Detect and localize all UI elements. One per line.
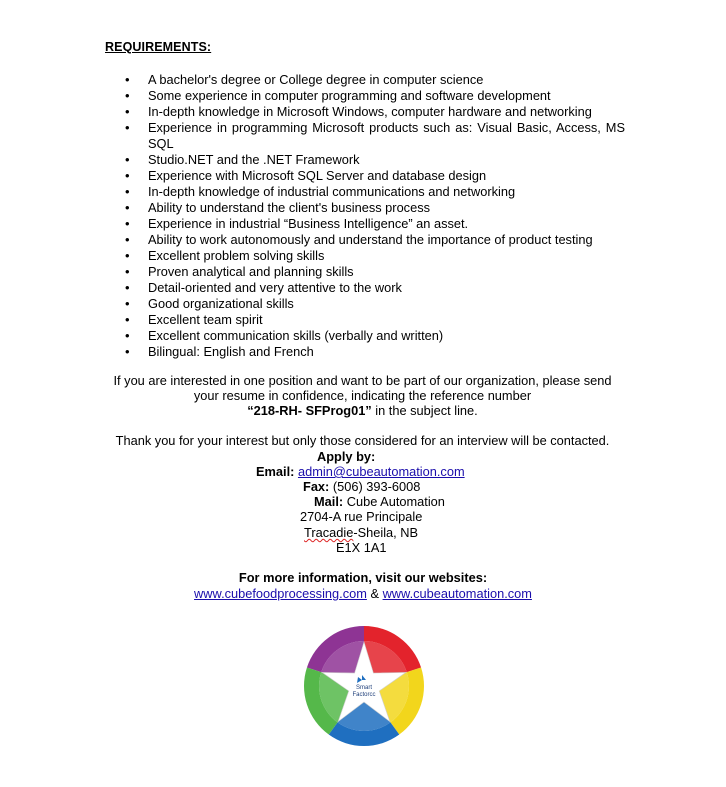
websites-row <box>0 586 726 602</box>
mail-name: Cube Automation <box>346 494 445 509</box>
list-item: • In-depth knowledge of industrial communications and networking <box>105 184 625 200</box>
city-rest: -Sheila, NB <box>353 525 419 540</box>
city-misspelled: Tracadie <box>304 525 354 540</box>
fax-label: Fax: <box>303 479 330 494</box>
list-item: • Ability to understand the client's business process <box>105 200 625 216</box>
email-row <box>256 464 465 480</box>
more-info-title: For more information, visit our websites: <box>238 570 488 585</box>
interest-text: If you are interested in one position and want to be part of our organization, please send your resume in confidence, indicating the reference number <box>113 373 612 404</box>
thanks-paragraph: Thank you for your interest but only those considered for an interview will be contacted. <box>115 433 610 448</box>
email-link[interactable]: admin@cubeautomation.com <box>297 464 465 479</box>
list-item: • Excellent problem solving skills <box>105 248 625 264</box>
list-item: • Experience in programming Microsoft products such as: Visual Basic, Access, MS SQL <box>105 120 625 152</box>
food-processing-link[interactable]: www.cubefoodprocessing.com <box>194 586 367 601</box>
list-item: • Excellent communication skills (verbally and written) <box>105 328 625 344</box>
email-label: Email: <box>256 464 295 479</box>
more-info <box>0 570 726 602</box>
address-line-1: 2704-A rue Principale <box>300 509 423 524</box>
list-item: • Experience with Microsoft SQL Server and database design <box>105 168 625 184</box>
address-city <box>304 525 418 541</box>
automation-link[interactable]: www.cubeautomation.com <box>382 586 532 601</box>
list-item: • Experience in industrial “Business Intelligence” an asset. <box>105 216 625 232</box>
logo-word-1: Smart <box>355 685 373 691</box>
list-item: • Excellent team spirit <box>105 312 625 328</box>
list-item: • Ability to work autonomously and understand the importance of product testing <box>105 232 625 248</box>
mail-row <box>314 494 445 510</box>
apply-title: Apply by: <box>317 449 376 464</box>
reference-number: “218-RH- SFProg01” <box>247 403 372 419</box>
list-item: • Detail-oriented and very attentive to the work <box>105 280 625 296</box>
list-item: • Good organizational skills <box>105 296 625 312</box>
interest-suffix: in the subject line. <box>371 403 478 419</box>
mail-label: Mail: <box>314 494 344 509</box>
fax-row <box>303 479 420 495</box>
smart-factory-logo <box>300 622 428 750</box>
link-separator: & <box>366 586 383 601</box>
requirements-heading: REQUIREMENTS: <box>105 40 212 54</box>
postal-code: E1X 1A1 <box>336 540 387 555</box>
list-item: • Studio.NET and the .NET Framework <box>105 152 625 168</box>
fax-number: (506) 393-6008 <box>332 479 421 494</box>
requirements-list <box>105 72 625 360</box>
list-item: • Bilingual: English and French <box>105 344 625 360</box>
list-item: • A bachelor's degree or College degree in computer science <box>105 72 625 88</box>
interest-paragraph <box>100 373 625 419</box>
logo-word-2: Factorcc <box>352 692 376 698</box>
list-item: • Proven analytical and planning skills <box>105 264 625 280</box>
list-item: • In-depth knowledge in Microsoft Windows, computer hardware and networking <box>105 104 625 120</box>
list-item: • Some experience in computer programming and software development <box>105 88 625 104</box>
